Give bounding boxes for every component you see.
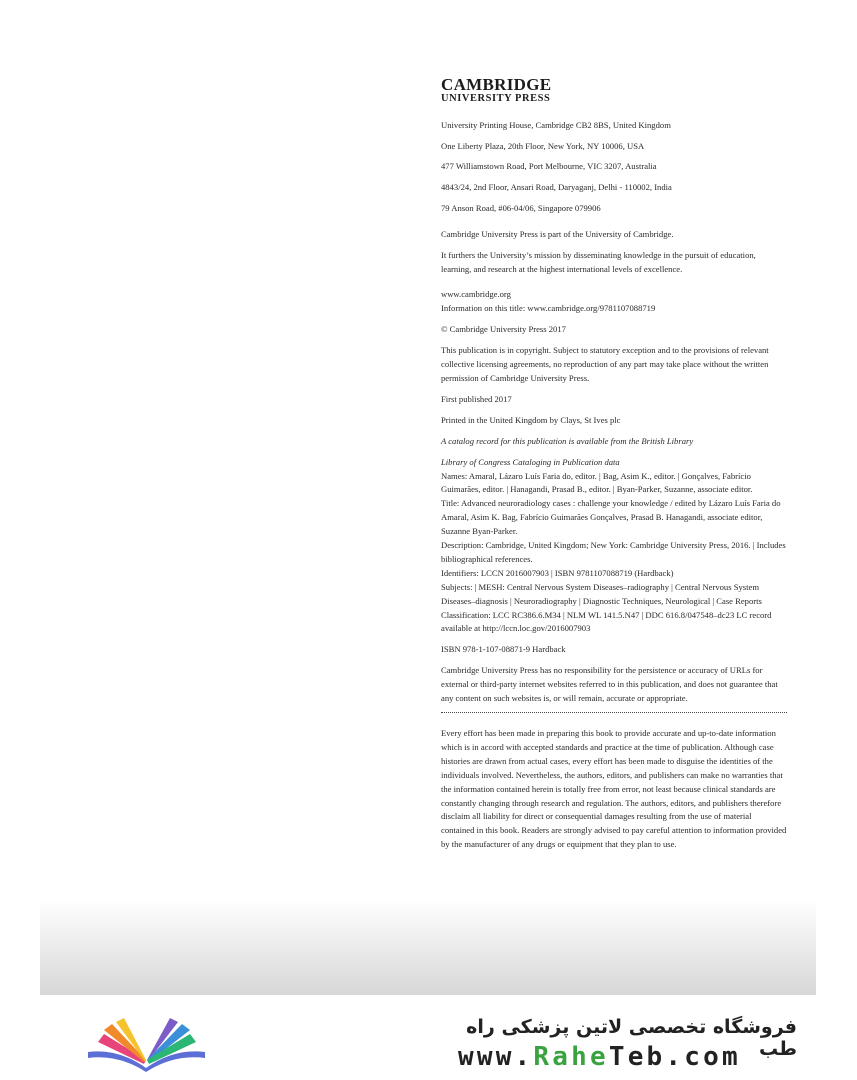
loc-title: Title: Advanced neuroradiology cases : challenge your knowledge / edited by Lázaro Luís Faria do Amaral, Asim K. Bag, Fabrício Guimarães Gonçalves, Prasad B. Hanagandi, associate editor, Suzanne Byan-Parker. xyxy=(441,498,781,537)
address-australia: 477 Williamstown Road, Port Melbourne, VIC 3207, Australia xyxy=(441,161,657,172)
copyright-line: © Cambridge University Press 2017 xyxy=(441,324,566,335)
about-mission: It furthers the University’s mission by disseminating knowledge in the pursuit of education, learning, and research at the highest international levels of excellence. xyxy=(441,249,756,274)
address-list xyxy=(441,119,787,216)
logo-line-2: UNIVERSITY PRESS xyxy=(441,93,551,104)
page-bottom-shadow xyxy=(40,900,816,995)
address-singapore: 79 Anson Road, #06-04/06, Singapore 079906 xyxy=(441,202,601,213)
url-prefix: www. xyxy=(458,1042,534,1072)
medical-disclaimer: Every effort has been made in preparing this book to provide accurate and up-to-date information which is in accord with accepted standards and practice at the time of publication. Although case histories are drawn from actual cases, every effort has been made to disguise the identities of the individuals involved. Nevertheless, the authors, editors, and publishers can make no warranties that the information contained herein is totally free from error, not least because clinical standards are constantly changing through research and regulation. The authors, editors, and publishers therefore disclaim all liability for direct or consequential damages resulting from the use of material contained in this book. Readers are strongly advised to pay careful attention to information provided by the manufacturer of any drugs or equipment that they plan to use. xyxy=(441,728,787,850)
loc-names: Names: Amaral, Lázaro Luís Faria do, editor. | Bag, Asim K., editor. | Gonçalves, Fabrício Guimarães, editor. | Hanagandi, Prasad B., editor. | Byan-Parker, Suzanne, associate editor. xyxy=(441,470,753,495)
address-india: 4843/24, 2nd Floor, Ansari Road, Daryaganj, Delhi - 110002, India xyxy=(441,182,672,193)
loc-cataloging-data xyxy=(441,456,787,637)
logo-line-1: CAMBRIDGE xyxy=(441,75,552,94)
first-published: First published 2017 xyxy=(441,393,512,404)
address-uk: University Printing House, Cambridge CB2 8BS, United Kingdom xyxy=(441,120,671,130)
store-url[interactable] xyxy=(458,1042,798,1072)
address-usa: One Liberty Plaza, 20th Floor, New York, NY 10006, USA xyxy=(441,140,645,151)
loc-classification: Classification: LCC RC386.6.M34 | NLM WL 141.5.N47 | DDC 616.8/047548–dc23 LC record available at http://lccn.loc.gov/2016007903 xyxy=(441,609,772,634)
store-name-persian: فروشگاه تخصصی لاتین پزشکی راه طب xyxy=(466,1016,797,1060)
copyright-page xyxy=(441,76,787,852)
loc-subjects: Subjects: | MESH: Central Nervous System Diseases–radiography | Central Nervous System Diseases–diagnosis | Neuroradiography | Diagnostic Techniques, Neurological | Case Reports xyxy=(441,581,762,606)
title-info-link[interactable]: Information on this title: www.cambridge.org/9781107088719 xyxy=(441,303,656,314)
url-highlight: Rahe xyxy=(533,1042,609,1072)
catalog-record: A catalog record for this publication is available from the British Library xyxy=(441,435,694,446)
dotted-divider xyxy=(441,712,787,713)
loc-heading: Library of Congress Cataloging in Publication data xyxy=(441,456,620,467)
about-part-of: Cambridge University Press is part of the University of Cambridge. xyxy=(441,228,674,239)
isbn-line: ISBN 978-1-107-08871-9 Hardback xyxy=(441,644,566,655)
loc-identifiers: Identifiers: LCCN 2016007903 | ISBN 9781107088719 (Hardback) xyxy=(441,567,674,578)
copyright-notice: This publication is in copyright. Subject to statutory exception and to the provisions of relevant collective licensing agreements, no reproduction of any part may take place without the written permission of Cambridge University Press. xyxy=(441,345,769,383)
printed-in: Printed in the United Kingdom by Clays, St Ives plc xyxy=(441,414,621,425)
book-logo-icon xyxy=(84,1012,209,1074)
loc-description: Description: Cambridge, United Kingdom; New York: Cambridge University Press, 2016. | Includes bibliographical references. xyxy=(441,540,786,564)
publisher-logo xyxy=(441,76,787,105)
url-suffix: Teb.com xyxy=(608,1042,741,1072)
url-disclaimer: Cambridge University Press has no responsibility for the persistence or accuracy of URLs for external or third-party internet websites referred to in this publication, and does not guarantee that any content on such websites is, or will remain, accurate or appropriate. xyxy=(441,665,778,704)
website-link[interactable]: www.cambridge.org xyxy=(441,289,511,300)
